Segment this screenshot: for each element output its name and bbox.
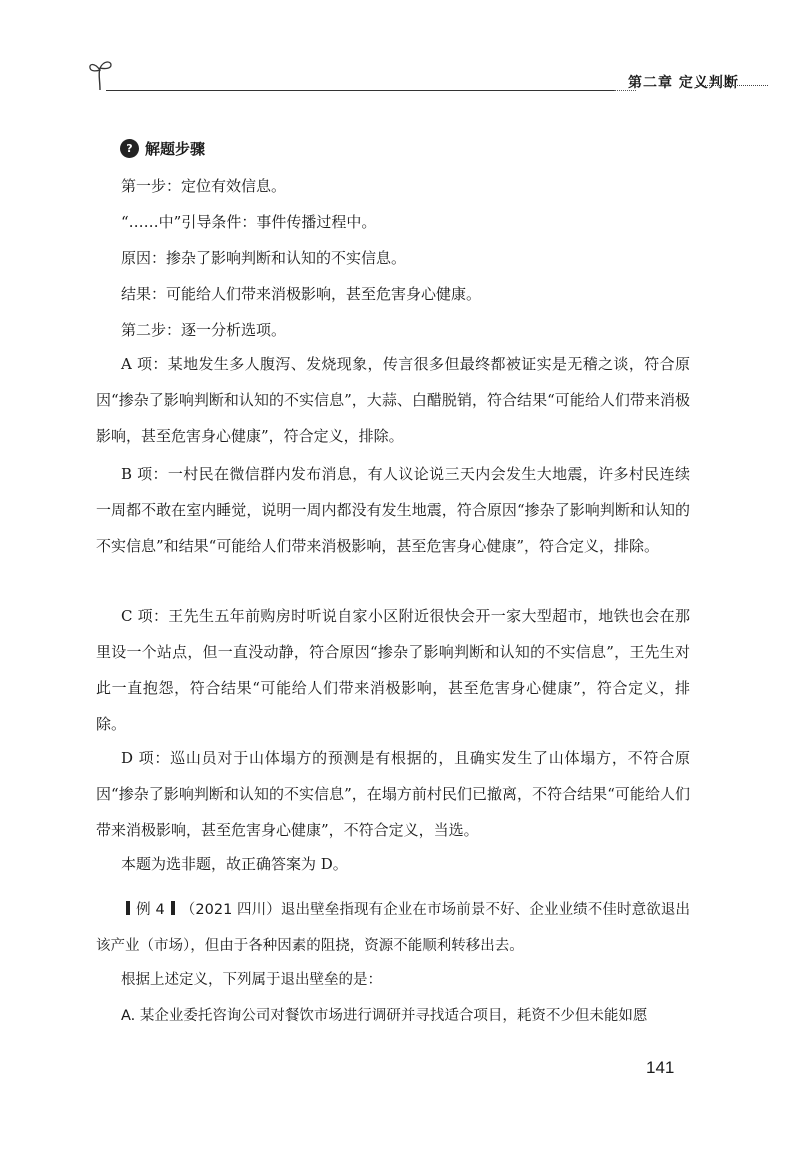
header-rule-right [696,85,768,86]
example-mark-right [171,901,175,915]
result-line: 结果：可能给人们带来消极影响，甚至危害身心健康。 [121,285,482,303]
steps-icon: ? [120,139,139,158]
page-number: 141 [646,1058,675,1077]
example-mark-left [126,901,130,915]
chapter-title: 第二章 定义判断 [628,75,739,91]
steps-heading [120,136,205,160]
header-rule [106,90,614,91]
sprout-icon [88,58,114,92]
condition-line: “……中”引导条件：事件传播过程中。 [121,213,377,231]
running-header [88,58,748,98]
step-two: 第二步：逐一分析选项。 [121,321,287,339]
steps-title: 解题步骤 [145,139,206,158]
option-a-analysis: A 项：某地发生多人腹泻、发烧现象，传言很多但最终都被证实是无稽之谈，符合原因“掺杂了影响判断和认知的不实信息”，大蒜、白醋脱销，符合结果“可能给人们带来消极影响，甚至危害身心健康”，符合定义，排除。 [96,355,690,445]
example-question: 根据上述定义，下列属于退出壁垒的是： [121,972,382,988]
example-label: 例 4 [136,902,165,918]
cause-line: 原因：掺杂了影响判断和认知的不实信息。 [121,249,407,267]
option-b-analysis: B 项：一村民在微信群内发布消息，有人议论说三天内会发生大地震，许多村民连续一周都不敢在室内睡觉，说明一周内都没有发生地震，符合原因“掺杂了影响判断和认知的不实信息”和结果“可能给人们带来消极影响，甚至危害身心健康”，符合定义，排除。 [96,465,690,555]
option-d-analysis: D 项：巡山员对于山体塌方的预测是有根据的，且确实发生了山体塌方，不符合原因“掺杂了影响判断和认知的不实信息”，在塌方前村民们已撤离，不符合结果“可能给人们带来消极影响，甚至危害身心健康”，不符合定义，当选。 [96,749,690,839]
example-definition [96,892,690,964]
example-text: （2021 四川）退出壁垒指现有企业在市场前景不好、企业业绩不佳时意欲退出该产业（市场），但由于各种因素的阻挠，资源不能顺利转移出去。 [96,902,690,954]
example-option-a: A. 某企业委托咨询公司对餐饮市场进行调研并寻找适合项目，耗资不少但未能如愿 [121,1008,648,1024]
option-c-analysis: C 项：王先生五年前购房时听说自家小区附近很快会开一家大型超市，地铁也会在那里设一个站点，但一直没动静，符合原因“掺杂了影响判断和认知的不实信息”，王先生对此一直抱怨，符合结果“可能给人们带来消极影响，甚至危害身心健康”，符合定义，排除。 [96,607,690,733]
answer-line: 本题为选非题，故正确答案为 D。 [121,855,348,873]
step-one: 第一步：定位有效信息。 [121,177,287,195]
